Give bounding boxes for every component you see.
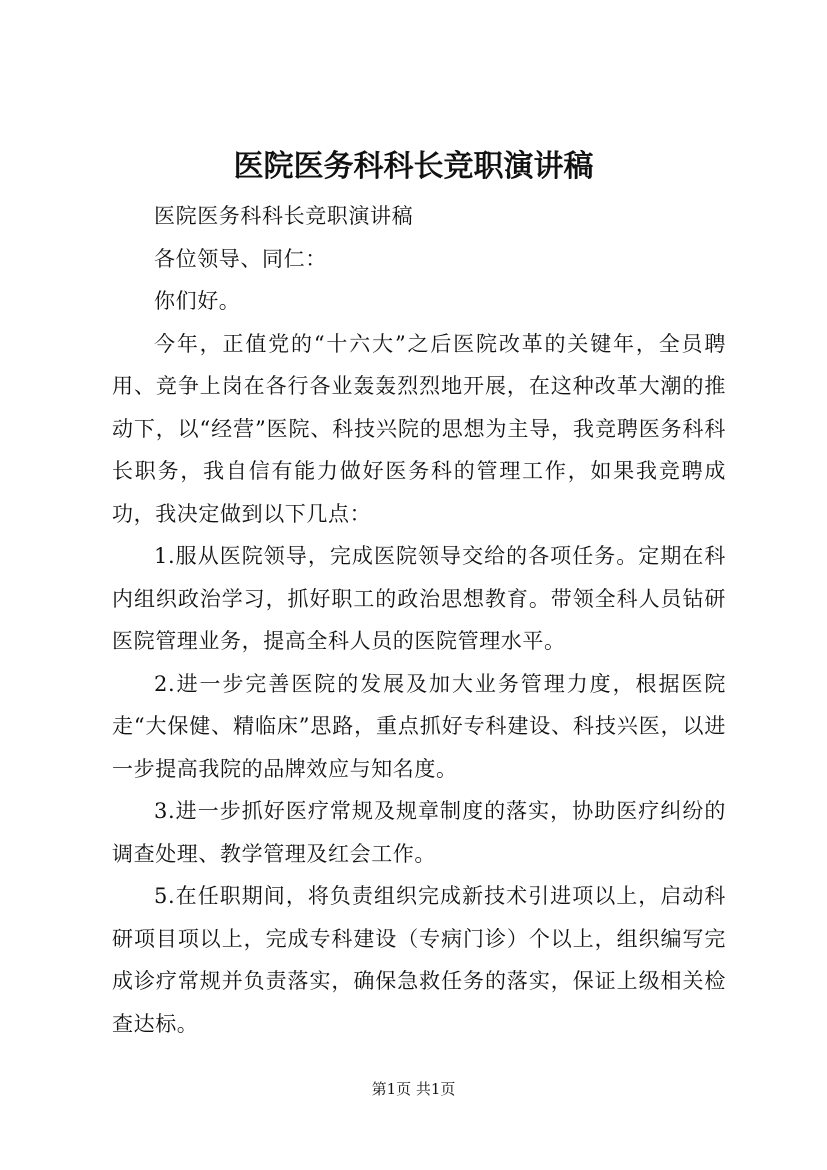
paragraph-item-5: 5.在任职期间，将负责组织完成新技术引进项以上，启动科研项目项以上，完成专科建设（专病门诊）个以上，组织编写完成诊疗常规并负责落实，确保急救任务的落实，保证上级相关检查达标。 xyxy=(112,884,726,1036)
document-title: 医院医务科科长竞职演讲稿 xyxy=(233,149,594,184)
paragraph-subtitle: 医院医务科科长竞职演讲稿 xyxy=(154,204,414,228)
paragraph-item-2: 2.进一步完善医院的发展及加大业务管理力度，根据医院走“大保健、精临床”思路，重点抓好专科建设、科技兴医，以进一步提高我院的品牌效应与知名度。 xyxy=(112,671,726,781)
paragraph-greeting: 你们好。 xyxy=(154,289,241,313)
document-body xyxy=(112,195,726,1045)
paragraph-salutation: 各位领导、同仁： xyxy=(154,246,327,271)
paragraph-intro: 今年，正值党的“十六大”之后医院改革的关键年，全员聘用、竞争上岗在各行各业轰轰烈烈地开展，在这种改革大潮的推动下，以“经营”医院、科技兴院的思想为主导，我竞聘医务科科长职务，我自信有能力做好医务科的管理工作，如果我竞聘成功，我决定做到以下几点： xyxy=(112,331,726,526)
paragraph-item-1: 1.服从医院领导，完成医院领导交给的各项任务。定期在科内组织政治学习，抓好职工的政治思想教育。带领全科人员钻研医院管理业务，提高全科人员的医院管理水平。 xyxy=(112,544,726,653)
page-footer: 第1页 共1页 xyxy=(371,1080,456,1098)
paragraph-item-3: 3.进一步抓好医疗常规及规章制度的落实，协助医疗纠纷的调查处理、教学管理及红会工作。 xyxy=(112,799,726,866)
